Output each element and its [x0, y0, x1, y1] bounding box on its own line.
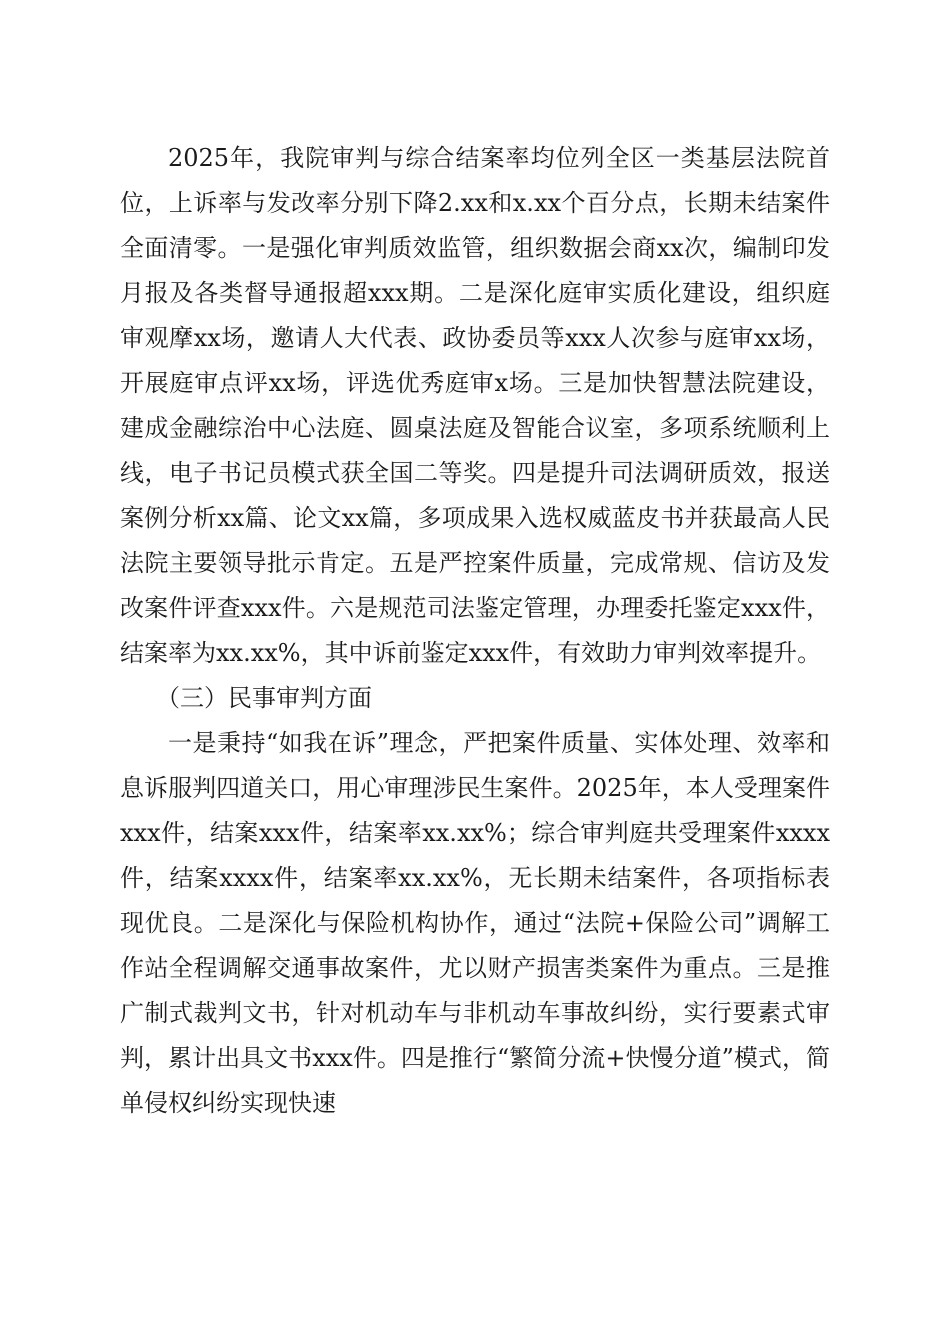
section-heading-civil-trial: （三）民事审判方面: [156, 684, 372, 712]
paragraph-court-performance: 2025年，我院审判与综合结案率均位列全区一类基层法院首位，上诉率与发改率分别下降2.xx和x.xx个百分点，长期未结案件全面清零。一是强化审判质效监管，组织数据会商xx次，编制印发月报及各类督导通报超xxx期。二是深化庭审实质化建设，组织庭审观摩xx场，邀请人大代表、政协委员等xxx人次参与庭审xx场，开展庭审点评xx场，评选优秀庭审x场。三是加快智慧法院建设，建成金融综治中心法庭、圆桌法庭及智能合议室，多项系统顺利上线，电子书记员模式获全国二等奖。四是提升司法调研质效，报送案例分析xx篇、论文xx篇，多项成果入选权威蓝皮书并获最高人民法院主要领导批示肯定。五是严控案件质量，完成常规、信访及发改案件评查xxx件。六是规范司法鉴定管理，办理委托鉴定xxx件，结案率为xx.xx%，其中诉前鉴定xxx件，有效助力审判效率提升。: [120, 144, 830, 667]
document-body: [120, 136, 830, 1126]
paragraph-civil-trial: 一是秉持“如我在诉”理念，严把案件质量、实体处理、效率和息诉服判四道关口，用心审理涉民生案件。2025年，本人受理案件xxx件，结案xxx件，结案率xx.xx%；综合审判庭共受理案件xxxx件，结案xxxx件，结案率xx.xx%，无长期未结案件，各项指标表现优良。二是深化与保险机构协作，通过“法院+保险公司”调解工作站全程调解交通事故案件，尤以财产损害类案件为重点。三是推广制式裁判文书，针对机动车与非机动车事故纠纷，实行要素式审判，累计出具文书xxx件。四是推行“繁简分流+快慢分道”模式，简单侵权纠纷实现快速: [120, 729, 830, 1117]
